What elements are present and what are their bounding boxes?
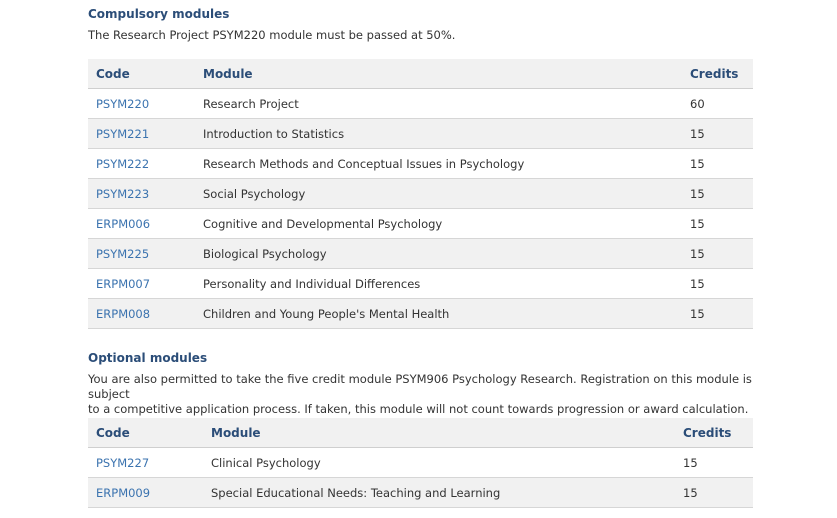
module-code-link[interactable]: PSYM221 xyxy=(96,126,150,141)
module-name-cell: Personality and Individual Differences xyxy=(195,269,682,299)
module-code-cell xyxy=(88,299,195,329)
compulsory-modules-description: The Research Project PSYM220 module must be passed at 50%. xyxy=(88,28,456,42)
module-credits-cell: 15 xyxy=(682,239,753,269)
table-row xyxy=(88,478,753,508)
module-code-link[interactable]: ERPM009 xyxy=(96,485,151,500)
module-code-link[interactable]: ERPM008 xyxy=(96,306,151,321)
module-code-link[interactable]: PSYM223 xyxy=(96,186,150,201)
compulsory-section xyxy=(88,6,753,43)
module-name-cell: Introduction to Statistics xyxy=(195,119,682,149)
table-row xyxy=(88,89,753,119)
module-code-cell xyxy=(88,179,195,209)
table-row xyxy=(88,448,753,478)
module-code-link[interactable]: ERPM006 xyxy=(96,216,151,231)
module-credits-cell: 15 xyxy=(682,299,753,329)
module-code-cell xyxy=(88,119,195,149)
table-row xyxy=(88,269,753,299)
module-name-cell: Biological Psychology xyxy=(195,239,682,269)
module-credits-cell: 15 xyxy=(675,448,753,478)
header-module: Module xyxy=(203,418,675,448)
module-name-cell: Cognitive and Developmental Psychology xyxy=(195,209,682,239)
optional-modules-description-line-1: You are also permitted to take the five credit module PSYM906 Psychology Research. Registration on this module is subject xyxy=(88,372,752,401)
module-credits-cell: 15 xyxy=(682,209,753,239)
module-credits-cell: 15 xyxy=(682,269,753,299)
table-header-row xyxy=(88,59,753,89)
module-credits-cell: 15 xyxy=(682,119,753,149)
optional-modules-description-line-2: to a competitive application process. If taken, this module will not count towards progression or award calculation. xyxy=(88,402,749,416)
header-module: Module xyxy=(195,59,682,89)
compulsory-modules-table xyxy=(88,59,753,329)
table-header-row xyxy=(88,418,753,448)
header-credits: Credits xyxy=(675,418,753,448)
module-name-cell: Special Educational Needs: Teaching and Learning xyxy=(203,478,675,508)
optional-section xyxy=(88,350,753,417)
module-credits-cell: 15 xyxy=(682,149,753,179)
optional-modules-heading: Optional modules xyxy=(88,351,208,365)
module-credits-cell: 15 xyxy=(675,478,753,508)
table-row xyxy=(88,179,753,209)
module-name-cell: Social Psychology xyxy=(195,179,682,209)
compulsory-modules-heading: Compulsory modules xyxy=(88,7,230,21)
module-credits-cell: 15 xyxy=(682,179,753,209)
module-name-cell: Clinical Psychology xyxy=(203,448,675,478)
header-credits: Credits xyxy=(682,59,753,89)
module-name-cell: Children and Young People's Mental Health xyxy=(195,299,682,329)
module-code-cell xyxy=(88,448,203,478)
table-row xyxy=(88,209,753,239)
module-code-cell xyxy=(88,149,195,179)
module-code-cell xyxy=(88,209,195,239)
header-code: Code xyxy=(88,59,195,89)
header-code: Code xyxy=(88,418,203,448)
table-row xyxy=(88,149,753,179)
module-code-cell xyxy=(88,478,203,508)
table-row xyxy=(88,239,753,269)
module-code-cell xyxy=(88,269,195,299)
module-code-link[interactable]: PSYM220 xyxy=(96,96,150,111)
module-name-cell: Research Methods and Conceptual Issues in Psychology xyxy=(195,149,682,179)
module-credits-cell: 60 xyxy=(682,89,753,119)
module-code-link[interactable]: ERPM007 xyxy=(96,276,151,291)
table-row xyxy=(88,299,753,329)
module-code-link[interactable]: PSYM225 xyxy=(96,246,150,261)
module-code-cell xyxy=(88,89,195,119)
optional-modules-table xyxy=(88,418,753,508)
module-code-cell xyxy=(88,239,195,269)
module-code-link[interactable]: PSYM222 xyxy=(96,156,150,171)
module-code-link[interactable]: PSYM227 xyxy=(96,455,150,470)
table-row xyxy=(88,119,753,149)
module-name-cell: Research Project xyxy=(195,89,682,119)
